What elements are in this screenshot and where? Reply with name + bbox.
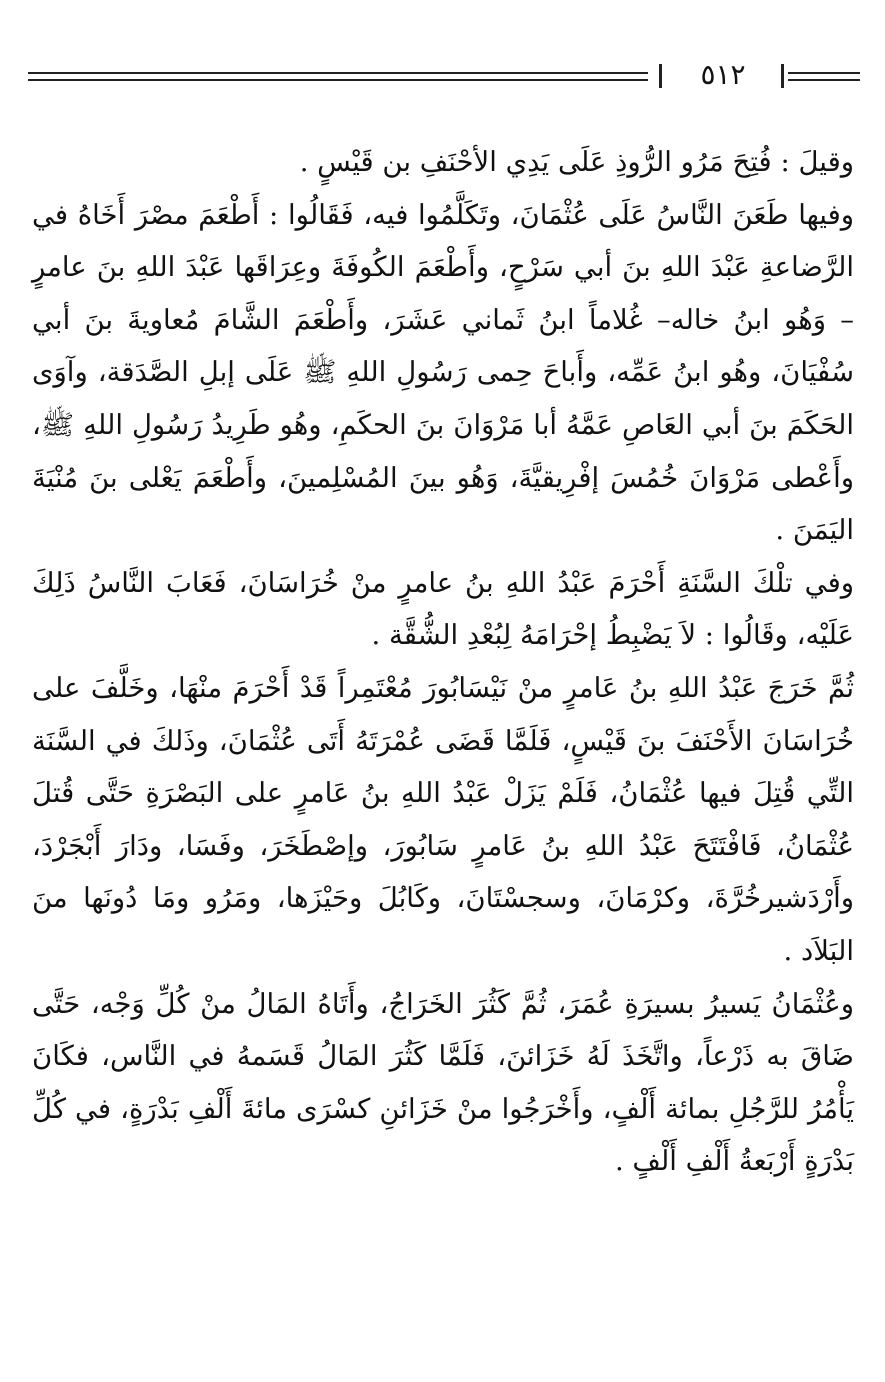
header-bar-right [781, 64, 784, 88]
body-text [32, 136, 854, 1188]
header-rule-left [28, 72, 648, 81]
paragraph-1: وقيلَ : فُتِحَ مَرُو الرُّوذِ عَلَى يَدِي الأحْنَفِ بن قَيْسٍ . [299, 146, 854, 178]
paragraph-3: وفي تلْكَ السَّنَةِ أَحْرَمَ عَبْدُ اللهِ بنُ عامرٍ منْ خُرَاسَانَ، فَعَابَ النَّاسُ ذَلِكَ عَلَيْه، وقَالُوا : لاَ يَضْبِطُ إحْرَامَهُ لِبُعْدِ الشُّقَّة . [32, 566, 854, 652]
paragraph-2: وفيها طَعَنَ النَّاسُ عَلَى عُثْمَانَ، وتَكَلَّمُوا فيه، فَقَالُوا : أَطْعَمَ مصْرَ أَخَاهُ في الرَّضاعةِ عَبْدَ اللهِ بنَ أبي سَرْحٍ، وأَطْعَمَ الكُوفَةَ وعِرَاقَها عَبْدَ اللهِ بنَ عامرٍ – وَهُو ابنُ خاله– غُلاماً ابنُ ثَماني عَشَرَ، وأَطْعَمَ الشَّامَ مُعاويةَ بنَ أبي سُفْيَانَ، وهُو ابنُ عَمِّه، وأَباحَ حِمى رَسُولِ اللهِ ﷺ عَلَى إبلِ الصَّدَقة، وآوَى الحَكَمَ بنَ أبي العَاصِ عَمَّهُ أبا مَرْوَانَ بنَ الحكَمِ، وهُو طَرِيدُ رَسُولِ اللهِ ﷺ، وأَعْطى مَرْوَانَ خُمُسَ إفْرِيقيَّةَ، وَهُو بينَ المُسْلِمينَ، وأَطْعَمَ يَعْلى بنَ مُنْيَةَ اليَمَنَ . [32, 198, 854, 547]
page-number: ٥١٢ [700, 58, 746, 91]
paragraph-4: ثُمَّ خَرَجَ عَبْدُ اللهِ بنُ عَامرٍ منْ نَيْسَابُورَ مُعْتَمِراً قَدْ أَحْرَمَ منْهَا، وخَلَّفَ على خُرَاسَانَ الأَحْنَفَ بنَ قَيْسٍ، فَلَمَّا قَضَى عُمْرَتَهُ أَتَى عُثْمَانَ، وذَلكَ في السَّنَة التِّي قُتِلَ فيها عُثْمَانُ، فَلَمْ يَزَلْ عَبْدُ اللهِ بنُ عَامرٍ على البَصْرَةِ حَتَّى قُتلَ عُثْمَانُ، فَافْتَتَحَ عَبْدُ اللهِ بنُ عَامرٍ سَابُورَ، وإصْطَخَرَ، وفَسَا، ودَارَ أَبْجَرْدَ، وأَرْدَشيرخُرَّةَ، وكرْمَانَ، وسجسْتَانَ، وكَابُلَ وحَيْزَها، ومَرُو ومَا دُونَها منَ البَلاَد . [32, 671, 855, 967]
header-rule-right [788, 72, 860, 81]
page-header [28, 58, 860, 92]
paragraph-5: وعُثْمَانُ يَسيرُ بسيرَةِ عُمَرَ، ثُمَّ كَثُرَ الخَرَاجُ، وأَتَاهُ المَالُ منْ كُلِّ وَجْه، حَتَّى ضَاقَ به ذَرْعاً، واتَّخَذَ لَهُ خَزَائنَ، فَلَمَّا كَثُرَ المَالُ قَسَمهُ في النَّاس، فكَانَ يَأْمُرُ للرَّجُلِ بمائة أَلْفٍ، وأَخْرَجُوا منْ خَزَائنِ كسْرَى مائةَ أَلْفِ بَدْرَةٍ، في كُلِّ بَدْرَةٍ أَرْبَعةُ أَلْفِ أَلْفٍ . [32, 987, 854, 1178]
header-bar-left [659, 64, 662, 88]
